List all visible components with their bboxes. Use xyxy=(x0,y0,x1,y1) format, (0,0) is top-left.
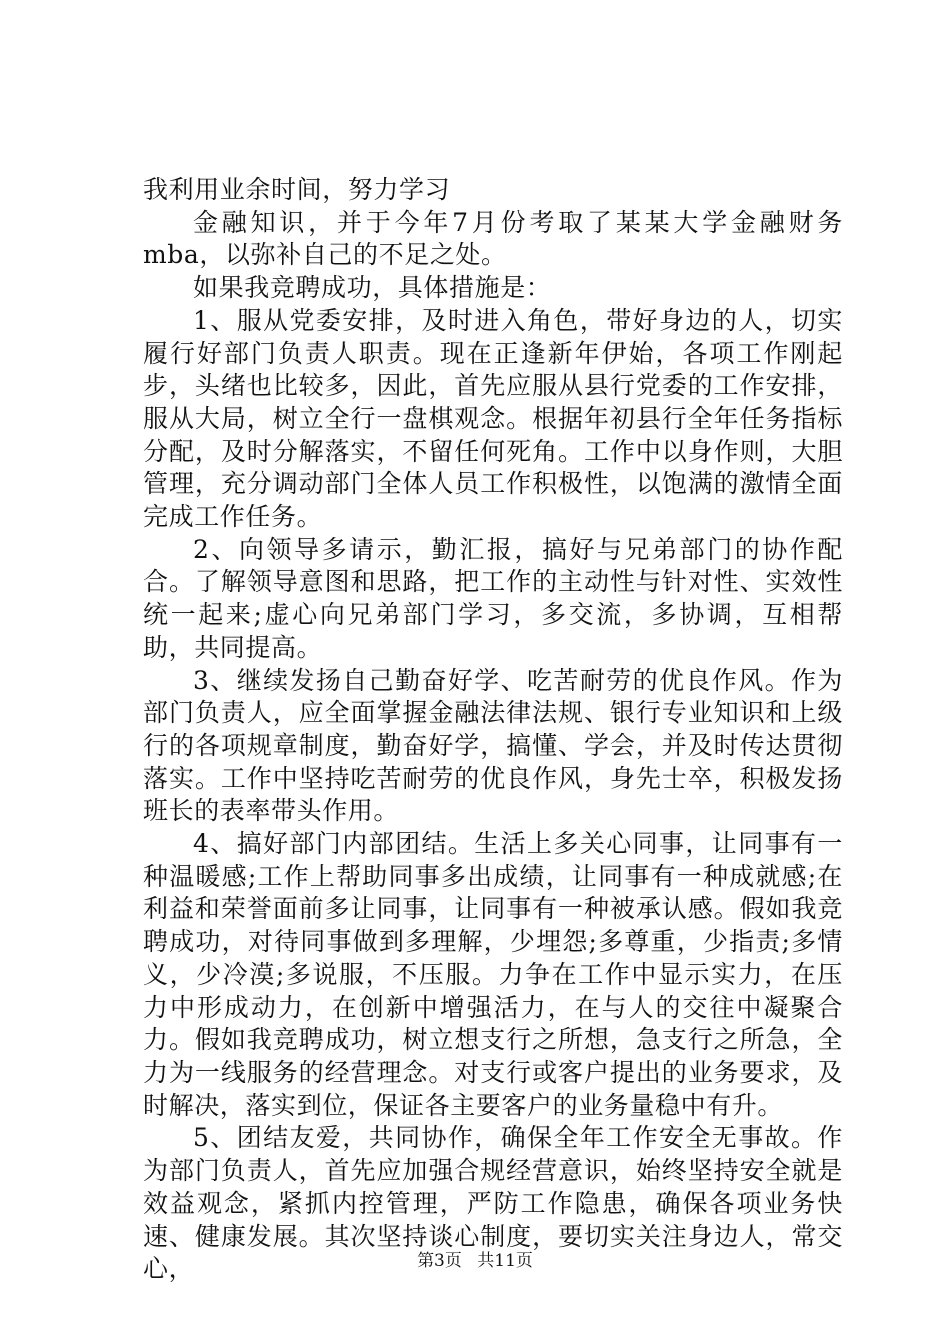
paragraph-measure-4: 4、搞好部门内部团结。生活上多关心同事，让同事有一种温暖感;工作上帮助同事多出成绩，让同事有一种成就感;在利益和荣誉面前多让同事，让同事有一种被承认感。假如我竞聘成功，对待同事做到多理解，少埋怨;多尊重，少指责;多情义，少冷漠;多说服，不压服。力争在工作中显示实力，在压力中形成动力，在创新中增强活力，在与人的交往中凝聚合力。假如我竞聘成功，树立想支行之所想，急支行之所急，全力为一线服务的经营理念。对支行或客户提出的业务要求，及时解决，落实到位，保证各主要客户的业务量稳中有升。 xyxy=(143,829,843,1120)
page-footer xyxy=(0,1246,950,1271)
paragraph-measure-5: 5、团结友爱，共同协作，确保全年工作安全无事故。作为部门负责人，首先应加强合规经营意识，始终坚持安全就是效益观念，紧抓内控管理，严防工作隐患，确保各项业务快速、健康发展。其次坚持谈心制度，要切实关注身边人，常交心， xyxy=(143,1123,843,1284)
page-total: 共11页 xyxy=(477,1251,533,1271)
paragraph-measures-intro: 如果我竞聘成功，具体措施是： xyxy=(193,273,552,303)
paragraph-measure-3: 3、继续发扬自己勤奋好学、吃苦耐劳的优良作风。作为部门负责人，应全面掌握金融法律法规、银行专业知识和上级行的各项规章制度，勤奋好学，搞懂、学会，并及时传达贯彻落实。工作中坚持吃苦耐劳的优良作风，身先士卒，积极发扬班长的表率带头作用。 xyxy=(143,665,843,826)
paragraph-finance-study: 金融知识，并于今年7月份考取了某某大学金融财务mba，以弥补自己的不足之处。 xyxy=(143,207,843,270)
document-body xyxy=(143,174,843,1286)
paragraph-intro-line: 我利用业余时间，努力学习 xyxy=(143,175,451,204)
paragraph-measure-2: 2、向领导多请示，勤汇报，搞好与兄弟部门的协作配合。了解领导意图和思路，把工作的主动性与针对性、实效性统一起来;虚心向兄弟部门学习，多交流，多协调，互相帮助，共同提高。 xyxy=(143,534,843,662)
paragraph-measure-1: 1、服从党委安排，及时进入角色，带好身边的人，切实履行好部门负责人职责。现在正逢新年伊始，各项工作刚起步，头绪也比较多，因此，首先应服从县行党委的工作安排，服从大局，树立全行一盘棋观念。根据年初县行全年任务指标分配，及时分解落实，不留任何死角。工作中以身作则，大胆管理，充分调动部门全体人员工作积极性，以饱满的激情全面完成工作任务。 xyxy=(143,305,843,532)
page-number: 第3页 xyxy=(417,1251,462,1271)
